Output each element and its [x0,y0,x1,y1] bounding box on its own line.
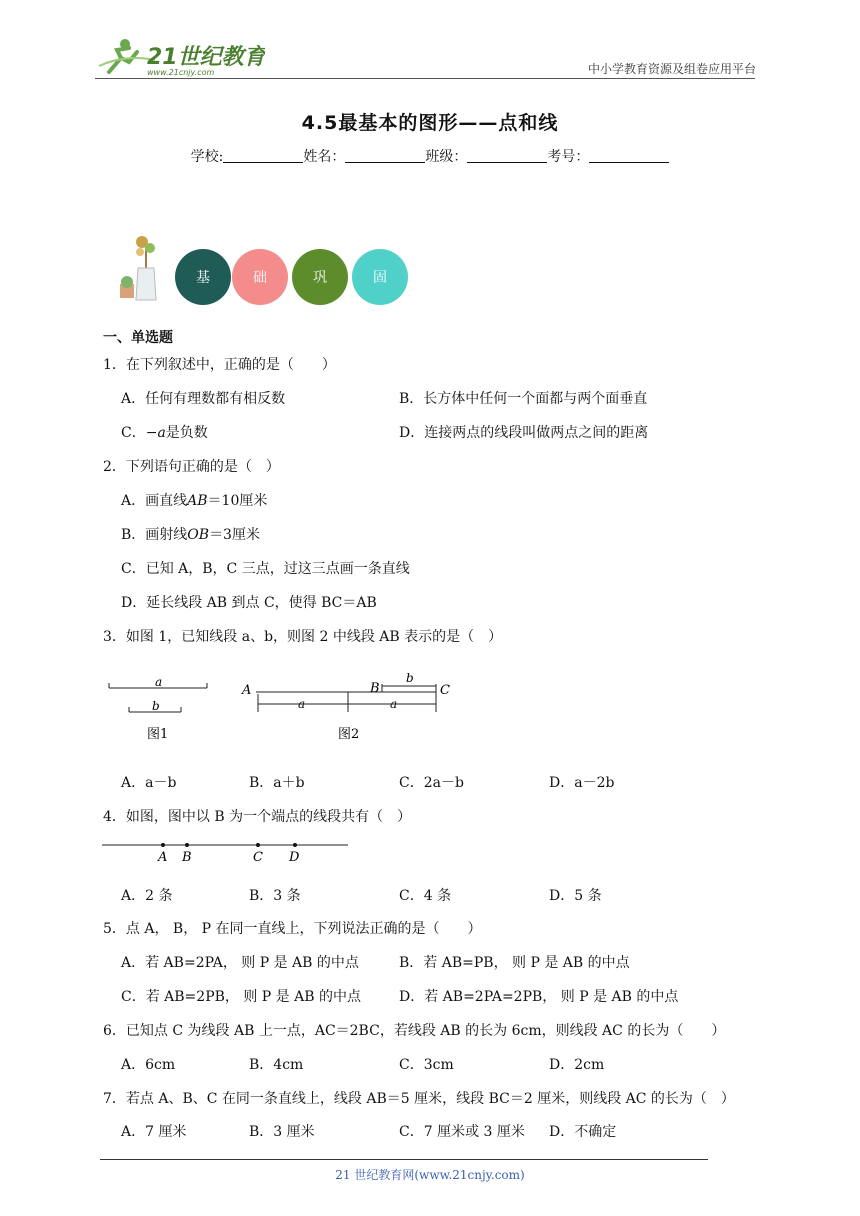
q6-stem: 已知点 C 为线段 AB 上一点，AC＝2BC，若线段 AB 的长为 6cm，则线段 AC 的长为（ ） [125,1023,726,1039]
fig2-label-B: B [370,681,380,696]
point-A [161,843,165,847]
q2-option-a[interactable] [121,490,267,510]
q4-option-b[interactable]: B．3 条 [249,888,301,904]
q2-b-suffix: ＝3厘米 [209,527,260,543]
q6-option-d[interactable]: D．2cm [549,1057,605,1073]
header-platform-text: 中小学教育资源及组卷应用平台 [587,62,756,76]
q1-option-c[interactable] [121,422,208,442]
page-title: 4.5最基本的图形——点和线 [301,112,559,134]
q4-label-D: D [289,850,300,865]
q1-stem: 在下列叙述中，正确的是（ ） [125,357,336,373]
point-D [293,843,297,847]
q1-option-b[interactable]: B．长方体中任何一个面都与两个面垂直 [399,391,648,407]
question-4 [103,806,411,826]
q1-c-math: −a [145,425,166,441]
question-2 [103,456,280,476]
q5-option-d[interactable]: D．若 AB=2PA=2PB， 则 P 是 AB 的中点 [399,989,679,1005]
q3-option-a[interactable]: A．a－b [121,775,177,791]
fig2-label-b: b [406,671,414,685]
q4-label-B: B [182,850,192,865]
logo-text: 21世纪教育 [147,45,265,70]
q7-option-a[interactable]: A．7 厘米 [121,1124,187,1140]
q2-option-b[interactable] [121,524,260,544]
q4-option-d[interactable]: D．5 条 [549,888,602,904]
exam-no-label: 考号： [547,149,590,165]
q7-number: 7． [103,1091,126,1107]
badge-gong: 巩 [292,249,348,305]
badge-ji: 基 [175,249,231,305]
q4-label-C: C [253,850,263,865]
header-divider [95,78,755,79]
q5-stem: 点 A， B， P 在同一直线上，下列说法正确的是（ ） [125,921,482,937]
q3-stem: 如图 1，已知线段 a、b，则图 2 中线段 AB 表示的是（ ） [125,629,503,645]
student-info-fields [0,146,860,166]
q2-stem: 下列语句正确的是（ ） [125,459,280,475]
class-blank[interactable] [467,148,547,163]
fig2-label-A: A [242,683,252,698]
q2-a-math: AB [187,493,208,509]
q6-number: 6． [103,1023,126,1039]
footer-link[interactable]: 21 世纪教育网(www.21cnjy.com) [335,1168,525,1182]
question-3 [103,626,502,646]
q3-number: 3． [103,629,126,645]
q7-option-c[interactable]: C．7 厘米或 3 厘米 [399,1124,525,1140]
q6-option-c[interactable]: C．3cm [399,1057,454,1073]
q2-b-math: OB [187,527,210,543]
q4-option-c[interactable]: C．4 条 [399,888,452,904]
badge-gu: 固 [352,249,408,305]
q2-option-c[interactable]: C．已知 A，B，C 三点，过这三点画一条直线 [121,561,410,577]
q5-option-a[interactable]: A．若 AB=2PA， 则 P 是 AB 的中点 [121,955,359,971]
q5-option-c[interactable]: C．若 AB=2PB， 则 P 是 AB 的中点 [121,989,361,1005]
fig1-caption: 图1 [147,727,169,742]
q1-number: 1． [103,357,126,373]
q3-option-d[interactable]: D．a－2b [549,775,615,791]
q7-stem: 若点 A、B、C 在同一条直线上，线段 AB＝5 厘米，线段 BC＝2 厘米，则线段 AC 的长为（ ） [125,1091,735,1107]
q6-option-a[interactable]: A．6cm [121,1057,176,1073]
q1-c-prefix: C． [121,425,146,441]
q4-option-a[interactable]: A．2 条 [121,888,173,904]
figure-2 [240,664,460,748]
q2-a-prefix: A．画直线 [121,493,188,509]
point-C [256,843,260,847]
school-blank[interactable] [223,148,303,163]
point-B [185,843,189,847]
exam-no-blank[interactable] [589,148,669,163]
q7-option-d[interactable]: D．不确定 [549,1124,617,1140]
site-logo [95,36,265,78]
badge-chu: 础 [232,249,288,305]
section-heading: 一、单选题 [103,330,173,346]
fig2-label-a1: a [298,697,306,711]
q2-option-d[interactable]: D．延长线段 AB 到点 C，使得 BC＝AB [121,595,377,611]
plant-decoration-icon [116,234,166,306]
fig2-label-C: C [440,683,450,698]
q4-stem: 如图，图中以 B 为一个端点的线段共有（ ） [125,809,412,825]
school-label: 学校: [190,149,224,165]
class-label: 班级： [425,149,468,165]
q1-option-d[interactable]: D．连接两点的线段叫做两点之间的距离 [399,425,649,441]
fig2-label-a2: a [390,697,398,711]
q3-option-c[interactable]: C．2a－b [399,775,464,791]
question-7 [103,1088,735,1108]
q6-option-b[interactable]: B．4cm [249,1057,304,1073]
q7-option-b[interactable]: B．3 厘米 [249,1124,315,1140]
q2-number: 2． [103,459,126,475]
question-5 [103,918,482,938]
q5-number: 5． [103,921,126,937]
name-blank[interactable] [345,148,425,163]
logo-url: www.21cnjy.com [147,68,215,77]
q2-b-prefix: B．画射线 [121,527,188,543]
q4-number: 4． [103,809,126,825]
fig1-label-a: a [155,675,163,689]
question-1 [103,354,336,374]
fig1-label-b: b [152,699,160,713]
q4-label-A: A [158,850,168,865]
figure-1 [105,668,215,748]
q3-option-b[interactable]: B．a＋b [249,775,305,791]
question-6 [103,1020,725,1040]
name-label: 姓名： [303,149,346,165]
q2-a-suffix: ＝10厘米 [207,493,268,509]
figure-q4-line [100,836,352,866]
q5-option-b[interactable]: B．若 AB=PB， 则 P 是 AB 的中点 [399,955,630,971]
fig2-caption: 图2 [338,727,360,742]
q1-option-a[interactable]: A．任何有理数都有相反数 [121,391,286,407]
footer-divider [100,1159,708,1160]
q1-c-suffix: 是负数 [165,425,208,441]
